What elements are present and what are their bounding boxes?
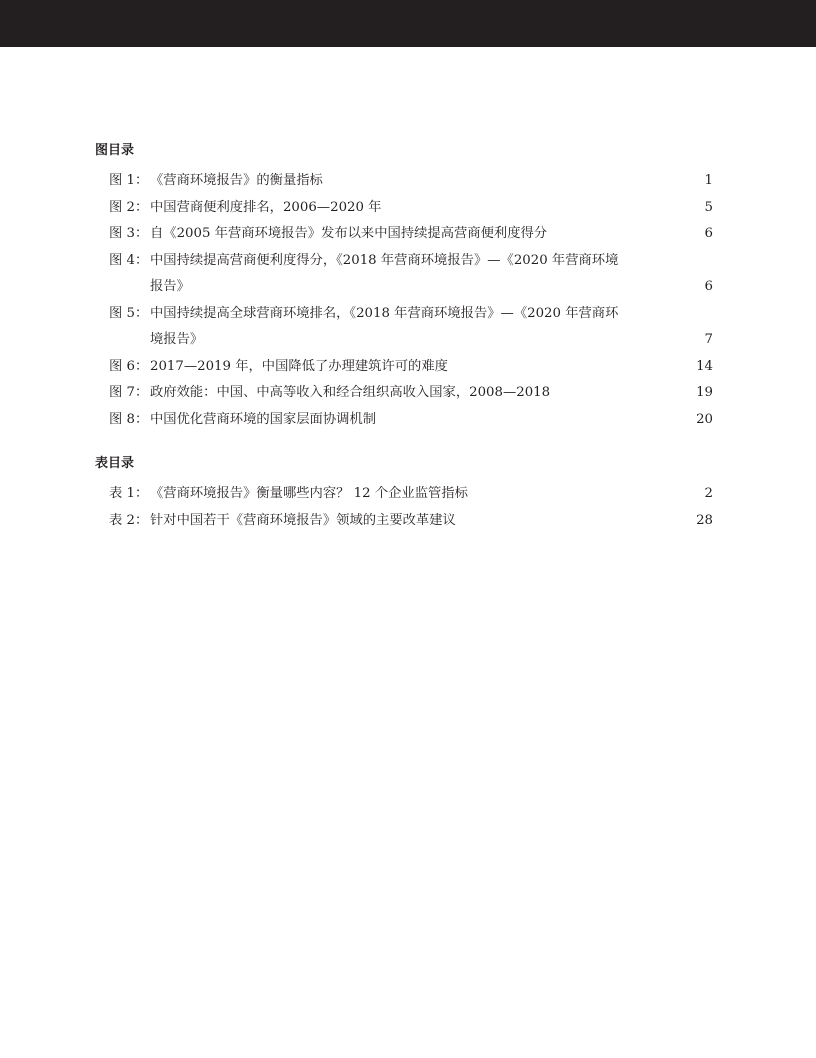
toc-entry-page-number: 1 (704, 173, 713, 188)
toc-entry-title: 2017—2019 年，中国降低了办理建筑许可的难度 (150, 358, 448, 374)
figures-list (95, 168, 713, 433)
toc-entry-page-number: 2 (704, 486, 713, 501)
figure-list-entry[interactable] (95, 407, 713, 434)
toc-entry-label: 图 2： (109, 199, 149, 215)
toc-entry-title: 中国营商便利度排名，2006—2020 年 (150, 199, 382, 215)
toc-entry-label: 图 1： (109, 173, 149, 188)
toc-entry-label: 图 5： (109, 305, 149, 321)
tables-list-heading: 表目录 (95, 456, 135, 471)
toc-entry-title: 《营商环境报告》的衡量指标 (150, 173, 323, 188)
toc-entry-page-number: 6 (704, 226, 713, 241)
figure-list-entry[interactable] (95, 380, 713, 407)
toc-entry-title: 自《2005 年营商环境报告》发布以来中国持续提高营商便利度得分 (150, 226, 548, 241)
toc-entry-label: 图 4： (109, 252, 149, 268)
top-header-bar (0, 0, 816, 47)
toc-entry-title: 境报告》 (150, 332, 204, 347)
toc-entry-page-number: 7 (704, 332, 713, 347)
figure-list-entry[interactable] (95, 195, 713, 222)
figure-list-entry[interactable] (95, 354, 713, 381)
table-list-entry[interactable] (95, 508, 713, 535)
toc-entry-page-number: 5 (704, 199, 713, 215)
toc-entry-page-number: 14 (696, 358, 713, 374)
toc-entry-title: 中国持续提高全球营商环境排名，《2018 年营商环境报告》—《2020 年营商环 (150, 305, 619, 321)
toc-entry-page-number: 20 (696, 411, 713, 427)
tables-list (95, 481, 713, 534)
toc-entry-label: 图 3： (109, 226, 149, 241)
figure-list-entry[interactable] (95, 221, 713, 248)
toc-entry-title: 《营商环境报告》衡量哪些内容？ 12 个企业监管指标 (150, 486, 468, 501)
toc-entry-page-number: 6 (704, 279, 713, 294)
toc-entry-label: 图 6： (109, 358, 149, 374)
toc-entry-title: 针对中国若干《营商环境报告》领域的主要改革建议 (150, 512, 456, 528)
toc-entry-title: 中国优化营商环境的国家层面协调机制 (150, 411, 377, 427)
figure-list-entry[interactable] (95, 168, 713, 195)
toc-entry-title: 报告》 (150, 279, 190, 294)
toc-entry-page-number: 28 (696, 512, 713, 528)
figures-list-heading: 图目录 (95, 143, 135, 158)
toc-entry-label: 图 7： (109, 385, 149, 400)
table-list-entry[interactable] (95, 481, 713, 508)
toc-entry-label: 图 8： (109, 411, 149, 427)
toc-content (95, 141, 713, 534)
toc-entry-label: 表 2： (109, 512, 149, 528)
toc-entry-title: 中国持续提高营商便利度得分，《2018 年营商环境报告》—《2020 年营商环境 (150, 252, 619, 268)
figure-list-entry[interactable] (95, 248, 713, 301)
toc-entry-title: 政府效能：中国、中高等收入和经合组织高收入国家，2008—2018 (150, 385, 551, 400)
toc-entry-page-number: 19 (696, 385, 713, 400)
figure-list-entry[interactable] (95, 301, 713, 354)
toc-entry-label: 表 1： (109, 486, 149, 501)
